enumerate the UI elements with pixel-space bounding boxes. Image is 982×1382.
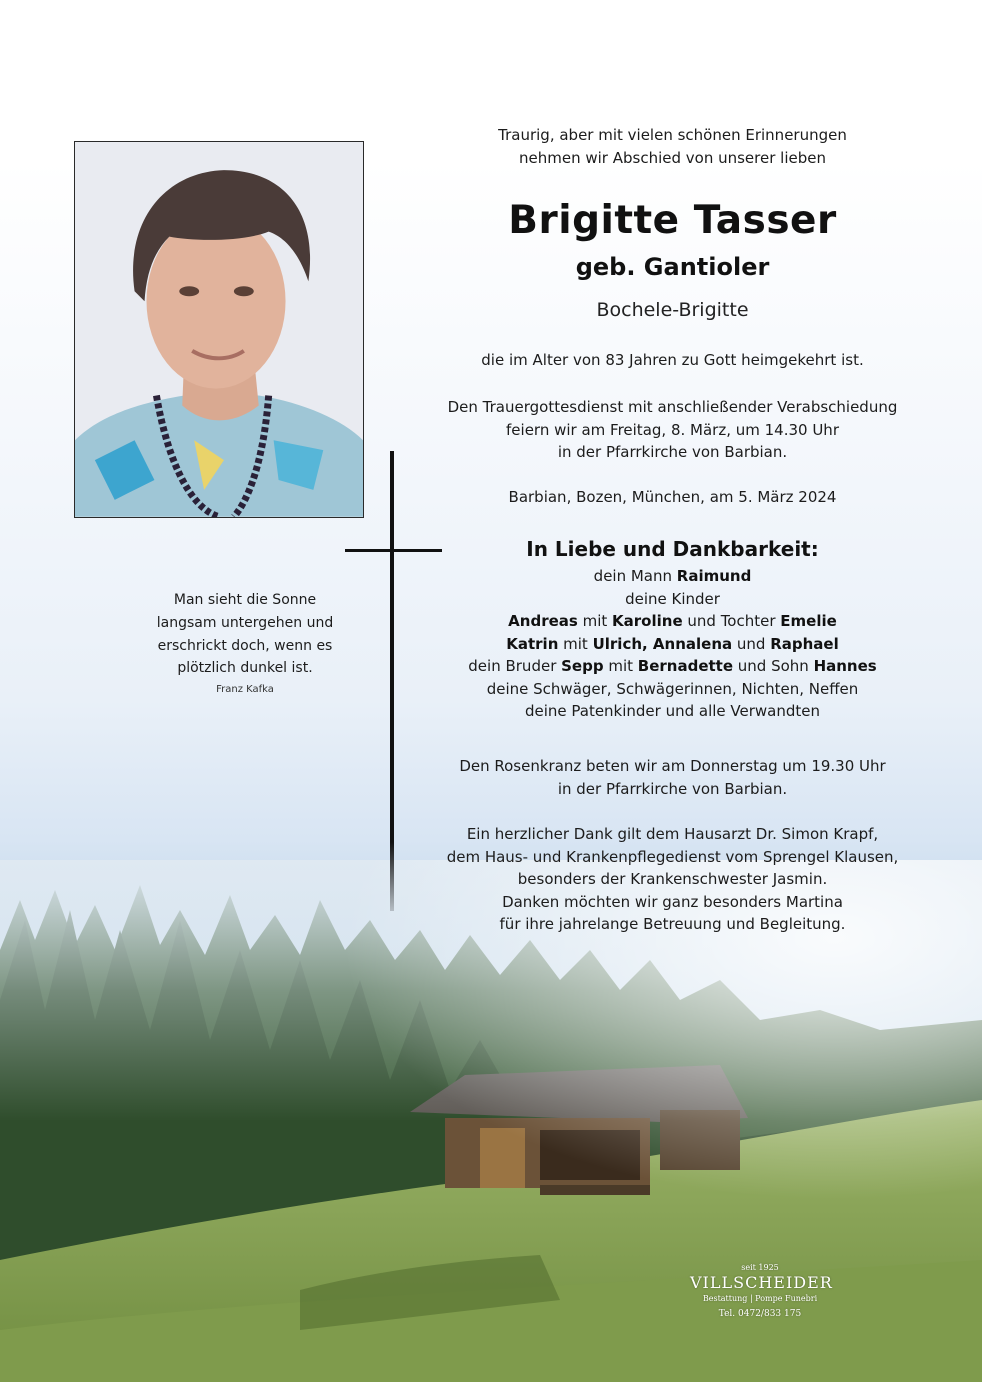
funeral-home-logo [690,1263,833,1321]
nickname: Bochele-Brigitte [596,299,749,321]
logo-name: VILLSCHEIDER [690,1273,833,1292]
cross-vertical-bar [390,451,394,911]
funeral-service-text: Den Trauergottesdienst mit anschließender Verabschiedung feiern wir am Freitag, 8. März, um 14.30 Uhr in der Pfarrkirche von Barbian. [447,398,898,461]
logo-phone: Tel. 0472/833 175 [718,1309,802,1319]
age-line: die im Alter von 83 Jahren zu Gott heimgekehrt ist. [481,351,864,369]
maiden-name: geb. Gantioler [575,253,770,281]
family-line-brother: dein Bruder Sepp mit Bernadette und Sohn Hannes [468,657,877,675]
quote-author: Franz Kafka [216,684,274,695]
love-heading: In Liebe und Dankbarkeit: [526,537,819,561]
kafka-quote: Man sieht die Sonne langsam untergehen und erschrickt doch, wenn es plötzlich dunkel ist. [156,592,334,677]
thanks-text: Ein herzlicher Dank gilt dem Hausarzt Dr. Simon Krapf, dem Haus- und Krankenpflegedienst vom Sprengel Klausen, besonders der Krankenschwester Jasmin. Danken möchten wir ganz besonders Martina für ihre jahrelange Betreuung und Begleitung. [446,825,899,933]
family-line-husband: dein Mann Raimund [593,567,752,585]
family-list [420,565,925,723]
family-line-children: deine Kinder [625,589,720,608]
family-line-andreas: Andreas mit Karoline und Tochter Emelie [508,612,837,630]
deceased-name: Brigitte Tasser [508,198,837,243]
alpine-landscape-image [0,860,982,1382]
logo-subtitle: Bestattung | Pompe Funebri [702,1294,818,1303]
family-line-katrin: Katrin mit Ulrich, Annalena und Raphael [506,634,839,653]
family-line-relatives: deine Patenkinder und alle Verwandten [524,702,821,720]
logo-since: seit 1925 [741,1263,779,1272]
intro-text: Traurig, aber mit vielen schönen Erinnerungen nehmen wir Abschied von unserer lieben [498,126,847,167]
place-date: Barbian, Bozen, München, am 5. März 2024 [508,488,837,506]
portrait-photo [74,141,364,518]
family-line-inlaws: deine Schwäger, Schwägerinnen, Nichten, Neffen [486,679,859,698]
rosary-text: Den Rosenkranz beten wir am Donnerstag um 19.30 Uhr in der Pfarrkirche von Barbian. [459,757,886,798]
portrait-image [75,142,363,517]
